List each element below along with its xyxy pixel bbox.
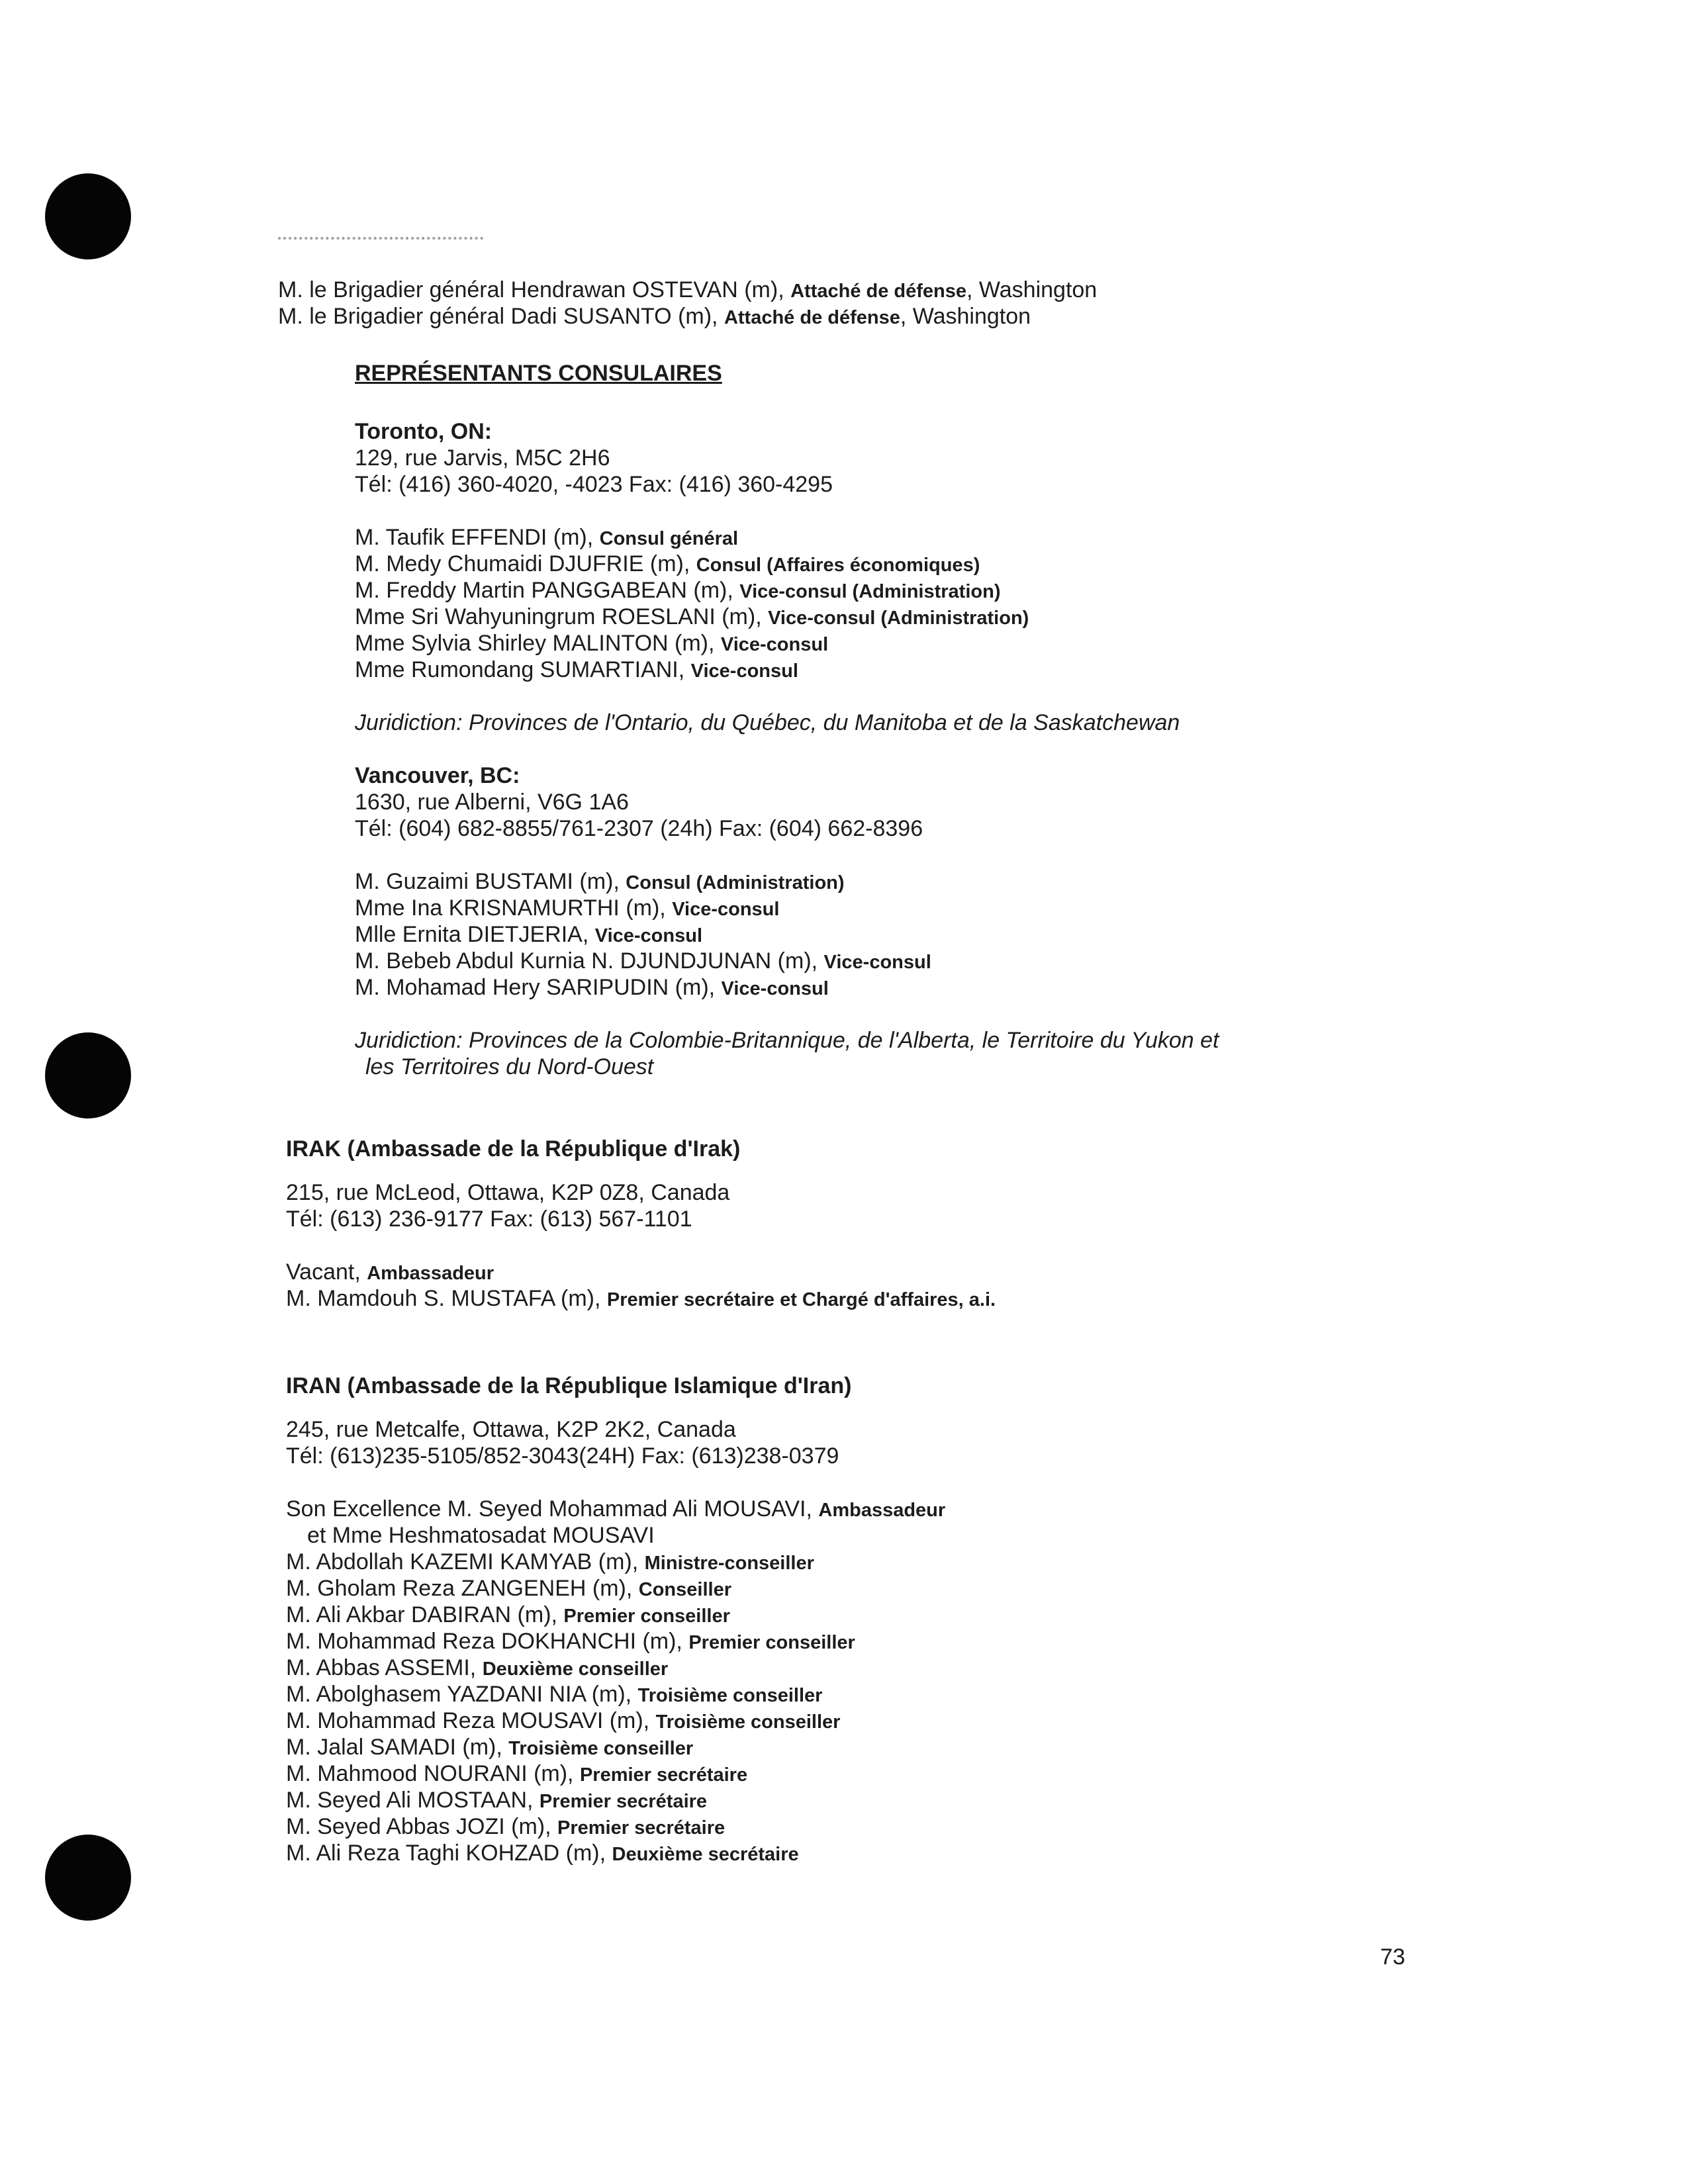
page-number: 73 [1380, 1944, 1405, 1970]
staff-line: M. Abbas ASSEMI, Deuxième conseiller [286, 1655, 669, 1680]
staff-line: M. Freddy Martin PANGGABEAN (m), Vice-consul (Administration) [355, 578, 1001, 603]
address-irak: 215, rue McLeod, Ottawa, K2P 0Z8, Canada [286, 1180, 730, 1205]
staff-line: M. Ali Reza Taghi KOHZAD (m), Deuxième secrétaire [286, 1841, 799, 1866]
section-heading-consular: REPRÉSENTANTS CONSULAIRES [355, 361, 722, 386]
staff-line: M. Gholam Reza ZANGENEH (m), Conseiller [286, 1576, 731, 1601]
country-heading-irak: IRAK (Ambassade de la République d'Irak) [286, 1136, 741, 1161]
staff-line: M. Abolghasem YAZDANI NIA (m), Troisième conseiller [286, 1682, 823, 1707]
staff-line: M. Mamdouh S. MUSTAFA (m), Premier secrétaire et Chargé d'affaires, a.i. [286, 1286, 996, 1311]
staff-line: M. Jalal SAMADI (m), Troisième conseiller [286, 1735, 694, 1760]
phone-irak: Tél: (613) 236-9177 Fax: (613) 567-1101 [286, 1206, 692, 1232]
staff-line: M. Abdollah KAZEMI KAMYAB (m), Ministre-conseiller [286, 1549, 814, 1574]
phone-toronto: Tél: (416) 360-4020, -4023 Fax: (416) 360-4295 [355, 472, 833, 497]
jurisdiction-toronto: Juridiction: Provinces de l'Ontario, du Québec, du Manitoba et de la Saskatchewan [355, 710, 1180, 735]
country-heading-iran: IRAN (Ambassade de la République Islamique d'Iran) [286, 1373, 852, 1398]
phone-vancouver: Tél: (604) 682-8855/761-2307 (24h) Fax: (604) 662-8396 [355, 816, 923, 841]
staff-line: Mme Ina KRISNAMURTHI (m), Vice-consul [355, 895, 780, 921]
staff-line: M. Mahmood NOURANI (m), Premier secrétaire [286, 1761, 748, 1786]
punch-hole-top [45, 173, 131, 259]
staff-line: M. Mohamad Hery SARIPUDIN (m), Vice-consul [355, 975, 829, 1000]
punch-hole-bottom [45, 1835, 131, 1921]
phone-iran: Tél: (613)235-5105/852-3043(24H) Fax: (613)238-0379 [286, 1443, 839, 1469]
jurisdiction-vancouver-line1: Juridiction: Provinces de la Colombie-Britannique, de l'Alberta, le Territoire du Yukon et [355, 1028, 1219, 1053]
ambassador-spouse: et Mme Heshmatosadat MOUSAVI [307, 1523, 655, 1548]
staff-line: M. Medy Chumaidi DJUFRIE (m), Consul (Affaires économiques) [355, 551, 980, 576]
address-iran: 245, rue Metcalfe, Ottawa, K2P 2K2, Canada [286, 1417, 736, 1442]
staff-line: M. Mohammad Reza DOKHANCHI (m), Premier conseiller [286, 1629, 855, 1654]
staff-line: Mme Sri Wahyuningrum ROESLANI (m), Vice-consul (Administration) [355, 604, 1029, 629]
punch-hole-middle [45, 1032, 131, 1118]
dotted-separator [278, 237, 483, 240]
city-heading-vancouver: Vancouver, BC: [355, 763, 520, 788]
staff-line: M. Bebeb Abdul Kurnia N. DJUNDJUNAN (m), Vice-consul [355, 948, 931, 974]
staff-line: Mme Sylvia Shirley MALINTON (m), Vice-consul [355, 631, 829, 656]
staff-line: Mlle Ernita DIETJERIA, Vice-consul [355, 922, 703, 947]
staff-line: Mme Rumondang SUMARTIANI, Vice-consul [355, 657, 798, 682]
ambassador-line: Son Excellence M. Seyed Mohammad Ali MOUSAVI, Ambassadeur [286, 1496, 946, 1522]
staff-line: M. Seyed Ali MOSTAAN, Premier secrétaire [286, 1788, 708, 1813]
city-heading-toronto: Toronto, ON: [355, 419, 492, 444]
staff-line: M. Seyed Abbas JOZI (m), Premier secrétaire [286, 1814, 726, 1839]
staff-line: M. Mohammad Reza MOUSAVI (m), Troisième conseiller [286, 1708, 841, 1733]
jurisdiction-vancouver-line2: les Territoires du Nord-Ouest [365, 1054, 654, 1079]
staff-line: M. Ali Akbar DABIRAN (m), Premier conseiller [286, 1602, 730, 1627]
staff-line: Vacant, Ambassadeur [286, 1259, 494, 1285]
attache-line: M. le Brigadier général Dadi SUSANTO (m), Attaché de défense, Washington [278, 304, 1031, 329]
attache-line: M. le Brigadier général Hendrawan OSTEVAN (m), Attaché de défense, Washington [278, 277, 1098, 302]
staff-line: M. Guzaimi BUSTAMI (m), Consul (Administration) [355, 869, 845, 894]
address-vancouver: 1630, rue Alberni, V6G 1A6 [355, 790, 629, 815]
staff-line: M. Taufik EFFENDI (m), Consul général [355, 525, 739, 550]
address-toronto: 129, rue Jarvis, M5C 2H6 [355, 445, 610, 471]
